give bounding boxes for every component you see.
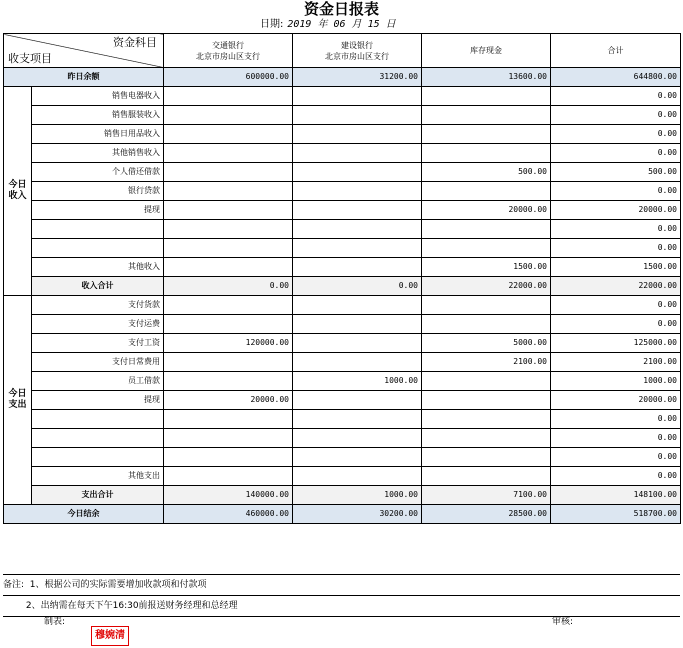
table-cell xyxy=(164,353,293,372)
table-row xyxy=(4,448,681,467)
table-cell: 2100.00 xyxy=(551,353,681,372)
table-row xyxy=(4,163,681,182)
table-row xyxy=(4,353,681,372)
income-total-cell: 22000.00 xyxy=(551,277,681,296)
table-cell: 20000.00 xyxy=(422,201,551,220)
header-income-expense-item: 收支项目 xyxy=(8,52,52,65)
opening-balance-cell: 31200.00 xyxy=(293,68,422,87)
table-cell: 0.00 xyxy=(551,429,681,448)
header-fund-subject: 资金科目 xyxy=(113,36,157,49)
date-line xyxy=(260,19,396,31)
closing-balance-cell: 518700.00 xyxy=(551,505,681,524)
table-cell xyxy=(293,353,422,372)
table-cell: 0.00 xyxy=(551,239,681,258)
table-cell xyxy=(422,372,551,391)
table-cell xyxy=(422,87,551,106)
table-row xyxy=(4,144,681,163)
table-cell: 1500.00 xyxy=(422,258,551,277)
table-cell xyxy=(293,182,422,201)
table-cell xyxy=(422,467,551,486)
table-cell xyxy=(164,163,293,182)
diagonal-header-cell xyxy=(4,34,164,68)
table-cell xyxy=(164,201,293,220)
table-cell xyxy=(293,296,422,315)
table-cell: 0.00 xyxy=(551,315,681,334)
table-cell xyxy=(422,182,551,201)
date-value: 2019 年 06 月 15 日 xyxy=(287,19,396,30)
notes-section xyxy=(3,574,680,617)
row-label: 提现 xyxy=(32,391,164,410)
row-label: 其他支出 xyxy=(32,467,164,486)
table-cell: 1000.00 xyxy=(551,372,681,391)
row-label: 员工借款 xyxy=(32,372,164,391)
table-row xyxy=(4,239,681,258)
table-cell xyxy=(164,239,293,258)
table-row xyxy=(4,258,681,277)
table-cell xyxy=(293,125,422,144)
table-cell xyxy=(293,106,422,125)
row-label: 提现 xyxy=(32,201,164,220)
table-row xyxy=(4,182,681,201)
income-total-cell: 0.00 xyxy=(164,277,293,296)
table-cell xyxy=(293,334,422,353)
row-label: 其他收入 xyxy=(32,258,164,277)
table-cell xyxy=(422,296,551,315)
table-cell: 20000.00 xyxy=(551,201,681,220)
row-label xyxy=(32,448,164,467)
row-label: 支付运费 xyxy=(32,315,164,334)
table-row xyxy=(4,106,681,125)
row-label: 销售日用品收入 xyxy=(32,125,164,144)
table-cell: 500.00 xyxy=(422,163,551,182)
table-cell xyxy=(422,448,551,467)
table-cell xyxy=(422,125,551,144)
table-cell xyxy=(293,220,422,239)
table-cell xyxy=(293,258,422,277)
table-cell: 1000.00 xyxy=(293,372,422,391)
row-label xyxy=(32,239,164,258)
table-cell: 0.00 xyxy=(551,144,681,163)
table-cell: 0.00 xyxy=(551,448,681,467)
auditor-label: 审核: xyxy=(552,617,574,627)
expense-total-label: 支出合计 xyxy=(32,486,164,505)
table-cell xyxy=(422,144,551,163)
date-label: 日期: xyxy=(260,19,284,30)
table-cell: 500.00 xyxy=(551,163,681,182)
column-header-ccb xyxy=(293,34,422,68)
table-cell xyxy=(164,220,293,239)
fund-daily-report-table xyxy=(3,33,681,524)
row-label: 支付工资 xyxy=(32,334,164,353)
table-cell: 120000.00 xyxy=(164,334,293,353)
row-label: 销售电器收入 xyxy=(32,87,164,106)
maker-name-stamp: 穆婉清 xyxy=(91,626,129,646)
header-row xyxy=(4,34,681,68)
column-header-ccb-branch: 北京市房山区支行 xyxy=(325,51,389,61)
row-label: 其他销售收入 xyxy=(32,144,164,163)
opening-balance-cell: 644800.00 xyxy=(551,68,681,87)
expense-total-row xyxy=(4,486,681,505)
table-cell xyxy=(164,410,293,429)
table-cell xyxy=(293,87,422,106)
table-row xyxy=(4,429,681,448)
table-cell xyxy=(164,448,293,467)
table-cell: 0.00 xyxy=(551,125,681,144)
table-cell xyxy=(422,220,551,239)
column-header-bocom-bank: 交通银行 xyxy=(212,40,244,50)
column-header-bocom-branch: 北京市房山区支行 xyxy=(196,51,260,61)
table-cell xyxy=(164,315,293,334)
column-header-ccb-bank: 建设银行 xyxy=(341,40,373,50)
closing-balance-row xyxy=(4,505,681,524)
table-cell: 20000.00 xyxy=(164,391,293,410)
table-cell xyxy=(293,315,422,334)
closing-balance-cell: 28500.00 xyxy=(422,505,551,524)
table-cell xyxy=(422,239,551,258)
opening-balance-cell: 13600.00 xyxy=(422,68,551,87)
table-cell: 0.00 xyxy=(551,467,681,486)
table-cell xyxy=(164,429,293,448)
closing-balance-cell: 30200.00 xyxy=(293,505,422,524)
column-header-cash: 库存现金 xyxy=(422,34,551,68)
table-cell xyxy=(293,391,422,410)
opening-balance-row xyxy=(4,68,681,87)
table-row xyxy=(4,467,681,486)
income-group-label: 今日 收入 xyxy=(4,87,32,296)
row-label: 支付货款 xyxy=(32,296,164,315)
table-cell xyxy=(164,296,293,315)
table-cell xyxy=(164,125,293,144)
table-cell: 0.00 xyxy=(551,220,681,239)
table-row xyxy=(4,87,681,106)
expense-total-cell: 7100.00 xyxy=(422,486,551,505)
maker-label: 制表: xyxy=(44,617,66,627)
table-cell xyxy=(164,106,293,125)
expense-total-cell: 1000.00 xyxy=(293,486,422,505)
income-total-cell: 22000.00 xyxy=(422,277,551,296)
note-line: 备注: 1、根据公司的实际需要增加收款项和付款项 xyxy=(3,574,680,596)
table-cell: 0.00 xyxy=(551,410,681,429)
opening-balance-cell: 600000.00 xyxy=(164,68,293,87)
table-cell: 0.00 xyxy=(551,106,681,125)
table-cell xyxy=(293,201,422,220)
table-cell xyxy=(293,410,422,429)
expense-total-cell: 148100.00 xyxy=(551,486,681,505)
report-title: 资金日报表 xyxy=(303,0,379,18)
row-label: 支付日常费用 xyxy=(32,353,164,372)
table-cell xyxy=(164,372,293,391)
table-row xyxy=(4,201,681,220)
row-label: 银行贷款 xyxy=(32,182,164,201)
table-cell xyxy=(422,429,551,448)
table-cell: 0.00 xyxy=(551,182,681,201)
row-label: 个人借还借款 xyxy=(32,163,164,182)
table-cell xyxy=(164,258,293,277)
column-header-total: 合计 xyxy=(551,34,681,68)
table-row xyxy=(4,220,681,239)
table-cell: 0.00 xyxy=(551,296,681,315)
table-cell xyxy=(164,182,293,201)
closing-balance-cell: 460000.00 xyxy=(164,505,293,524)
table-row xyxy=(4,410,681,429)
table-cell xyxy=(422,315,551,334)
table-row xyxy=(4,125,681,144)
income-total-row xyxy=(4,277,681,296)
row-label: 销售服装收入 xyxy=(32,106,164,125)
table-row xyxy=(4,372,681,391)
table-cell xyxy=(293,429,422,448)
table-cell xyxy=(293,448,422,467)
table-cell: 125000.00 xyxy=(551,334,681,353)
table-cell: 2100.00 xyxy=(422,353,551,372)
table-cell xyxy=(293,467,422,486)
row-label xyxy=(32,220,164,239)
table-cell xyxy=(422,106,551,125)
table-cell xyxy=(293,239,422,258)
table-row xyxy=(4,315,681,334)
table-cell xyxy=(293,144,422,163)
table-cell: 1500.00 xyxy=(551,258,681,277)
table-cell xyxy=(422,410,551,429)
opening-balance-label: 昨日余额 xyxy=(4,68,164,87)
table-cell xyxy=(293,163,422,182)
income-total-label: 收入合计 xyxy=(32,277,164,296)
table-cell xyxy=(422,391,551,410)
expense-total-cell: 140000.00 xyxy=(164,486,293,505)
table-row xyxy=(4,296,681,315)
note-line: 2、出纳需在每天下午16:30前报送财务经理和总经理 xyxy=(3,596,680,617)
table-cell xyxy=(164,144,293,163)
income-total-cell: 0.00 xyxy=(293,277,422,296)
table-cell xyxy=(164,87,293,106)
column-header-bocom xyxy=(164,34,293,68)
closing-balance-label: 今日结余 xyxy=(4,505,164,524)
table-row xyxy=(4,334,681,353)
row-label xyxy=(32,429,164,448)
table-cell: 5000.00 xyxy=(422,334,551,353)
table-row xyxy=(4,391,681,410)
expense-group-label: 今日 支出 xyxy=(4,296,32,505)
table-cell: 0.00 xyxy=(551,87,681,106)
table-cell xyxy=(164,467,293,486)
table-cell: 20000.00 xyxy=(551,391,681,410)
row-label xyxy=(32,410,164,429)
